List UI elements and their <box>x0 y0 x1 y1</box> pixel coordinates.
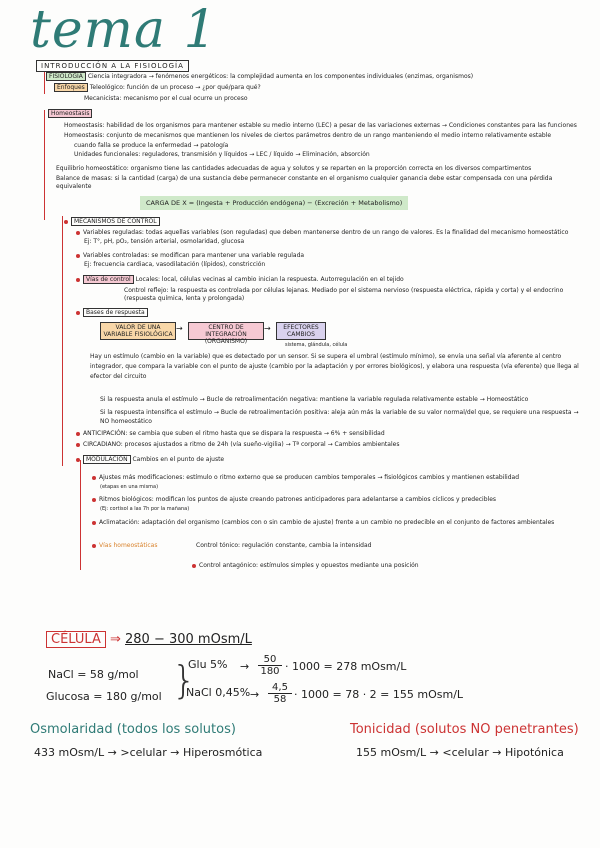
fisiologia-text: Ciencia integradora → fenómenos energéticos: la complejidad aumenta en los componentes individuales (enzimas, organismos) <box>87 73 474 80</box>
enfoques-row <box>54 84 261 92</box>
homeostasis-line1: Homeostasis: habilidad de los organismos para mantener estable su medio interno (LEC) a pesar de las variaciones externas → Condiciones constantes para las funciones <box>64 122 577 129</box>
arrow-icon: → <box>240 660 250 673</box>
mod3-text <box>92 518 580 527</box>
v-controladas-text: Variables controladas: se modifican para mantener una variable regulada <box>83 252 305 259</box>
nacl-result: · 1000 = 78 · 2 = 155 mOsm/L <box>294 688 464 701</box>
glu-result: · 1000 = 278 mOsm/L <box>285 660 407 673</box>
retro-neg-text: Si la respuesta anula el estímulo → Bucle de retroalimentación negativa: mantiene la variable regulada relativamente estable → Homeostático <box>100 396 529 403</box>
teleologico-text: Teleológico: función de un proceso → ¿por qué/para qué? <box>89 84 261 91</box>
flow-box-variable: VALOR DE UNA VARIABLE FISIOLÓGICA <box>100 322 176 340</box>
arrow-icon: → <box>250 688 260 701</box>
modulacion-label: MODULACIÓN <box>83 455 131 464</box>
tonicidad-line: 155 mOsm/L → <celular → Hipotónica <box>356 746 564 759</box>
anticipacion-label: ANTICIPACIÓN: se cambia que suben el ritmo hasta que se dispara la respuesta → 6% + sensibilidad <box>83 430 385 437</box>
glu-label: Glu 5% <box>188 658 228 671</box>
fisiologia-label: FISIOLOGÍA <box>46 72 86 81</box>
osmolaridad-title: Osmolaridad (todos los solutos) <box>30 722 236 737</box>
retro-pos-text: Si la respuesta intensifica el estímulo → Bucle de retroalimentación positiva: aleja aún más la variable de su valor normal/del que, se requiere una respuesta → NO homeostático <box>100 409 579 425</box>
v-reguladas <box>76 229 568 237</box>
balance-formula: CARGA DE X = (Ingesta + Producción endógena) − (Excreción + Metabolismo) <box>140 196 408 210</box>
anticipacion-text <box>76 430 385 438</box>
mod2b-text: (Ej: cortisol a las 7h por la mañana) <box>100 506 190 512</box>
glu-den: 180 <box>260 666 280 677</box>
nacl-label: NaCl 0,45% <box>186 686 251 699</box>
v-reguladas2: Ej: T°, pH, pO₂, tensión arterial, osmolaridad, glucosa <box>84 238 245 245</box>
homeostasis-line3: cuando falla se produce la enfermedad → patología <box>74 142 229 149</box>
osmolaridad-line: 433 mOsm/L → >celular → Hiperosmótica <box>34 746 263 759</box>
celula-row <box>46 632 252 647</box>
vias-row <box>76 276 404 284</box>
mod4-row <box>92 542 157 550</box>
mod4-label: Vías homeostáticas <box>99 542 158 549</box>
nacl-den: 58 <box>273 694 287 705</box>
nacl-fraction <box>268 682 292 705</box>
celula-range: 280 − 300 mOsm/L <box>125 632 252 647</box>
equilibrio-text: Equilibrio homeostático: organismo tiene las cantidades adecuadas de agua y solutos y se reparten en la proporción correcta en los diversos compartimentos <box>56 165 532 172</box>
flow-box-efectores: EFECTORES CAMBIOS <box>276 322 326 340</box>
vias-text: Locales: local, células vecinas al cambio inician la respuesta. Autorregulación en el tejido <box>135 276 404 283</box>
modulacion-text: Cambios en el punto de ajuste <box>132 456 225 463</box>
glucosa-mw: Glucosa = 180 g/mol <box>46 690 162 703</box>
flow-box-centro: CENTRO DE INTEGRACIÓN (ORGANISMO) <box>188 322 264 340</box>
mod4b-label: Control antagónico: estímulos simples y opuestos mediante una posición <box>199 562 419 569</box>
mod1b-text: (etapas en una misma) <box>100 484 159 490</box>
mecanicista-text: Mecanicista: mecanismo por el cual ocurre un proceso <box>84 95 248 102</box>
mecanismos-header <box>64 218 160 226</box>
mod2-label: Ritmos biológicos: modifican los puntos de ajuste creando patrones anticipadores para adelantarse a cambios cíclicos y predecibles <box>99 496 497 503</box>
brace-icon: } <box>172 658 197 702</box>
circadiano-label: CIRCADIANO: procesos ajustados a ritmo de 24h (vía sueño-vigilia) → Tª corporal → Cambios ambientales <box>83 441 400 448</box>
tonicidad-title: Tonicidad (solutos NO penetrantes) <box>350 722 579 737</box>
v-controladas2: Ej: frecuencia cardiaca, vasodilatación (lípidos), constricción <box>84 261 266 268</box>
v-reguladas-text: Variables reguladas: todas aquellas variables (son reguladas) que deben mantenerse dentro de un rango de valores. Es la finalidad del mecanismo homeostático <box>83 229 569 236</box>
mod1-label: Ajustes más modificaciones: estímulo o ritmo externo que se producen cambios temporales → fisiológicos cambios y mantienen estabilidad <box>99 474 520 481</box>
mod3-label: Aclimatación: adaptación del organismo (cambios con o sin cambio de ajuste) frente a un cambio no predecible en el conjunto de factores ambientales <box>99 519 555 526</box>
arrow-icon: → <box>176 324 183 333</box>
homeostasis-line2: Homeostasis: conjunto de mecanismos que mantienen los niveles de ciertos parámetros dentro de un rango manteniendo el medio interno relativamente estable <box>64 132 552 139</box>
glu-fraction <box>258 654 282 677</box>
mod4b-text <box>192 562 419 570</box>
estimulo-text: Hay un estímulo (cambio en la variable) que es detectado por un sensor. Si se supera el umbral (estímulo mínimo), se envía una señal vía aferente al centro integrador, que compara la variable con el punto de ajuste (cambio por la adaptación y por errores biológicos), y elabora una respuesta (vía eferente) que llega al efector del circuito <box>90 353 579 380</box>
nacl-num: 4,5 <box>268 682 292 694</box>
mod1-text <box>92 474 519 482</box>
mecanismos-label: MECANISMOS DE CONTROL <box>71 217 160 226</box>
arrow-icon: → <box>264 324 271 333</box>
nacl-mw: NaCl = 58 g/mol <box>48 668 139 681</box>
section-header: INTRODUCCIÓN A LA FISIOLOGÍA <box>36 60 189 72</box>
flow-note: sistema, glándula, célula <box>285 342 348 348</box>
homeostasis-header <box>48 110 92 118</box>
v-controladas <box>76 252 304 260</box>
mod4a-text: Control tónico: regulación constante, cambia la intensidad <box>196 542 372 549</box>
enfoques-label: Enfoques <box>54 83 88 92</box>
vias-label: Vías de control <box>83 275 134 284</box>
basis-label: Bases de respuesta <box>83 308 148 317</box>
modulacion-row <box>76 456 224 464</box>
vias-text2: Control reflejo: la respuesta es controlada por células lejanas. Mediado por el sistema nervioso (respuesta eléctrica, rápida y corta) y el endocrino (respuesta química, lenta y prolongada) <box>124 287 564 302</box>
page-title: tema 1 <box>30 0 218 60</box>
glu-num: 50 <box>258 654 282 666</box>
circadiano-text <box>76 441 399 449</box>
homeostasis-label: Homeostasis <box>48 109 92 118</box>
mod2-text <box>92 496 496 504</box>
celula-label: CÉLULA <box>46 631 106 648</box>
basis-row <box>76 309 148 317</box>
homeostasis-line4: Unidades funcionales: reguladores, transmisión y líquidos → LEC / líquido → Eliminación, absorción <box>74 151 370 158</box>
arrow-icon: ⇒ <box>109 632 126 647</box>
fisiologia-row <box>46 73 473 81</box>
balance-text: Balance de masas: si la cantidad (carga) de una sustancia debe permanecer constante en el organismo cualquier ganancia debe estar compensada con una pérdida equivalente <box>56 175 553 190</box>
